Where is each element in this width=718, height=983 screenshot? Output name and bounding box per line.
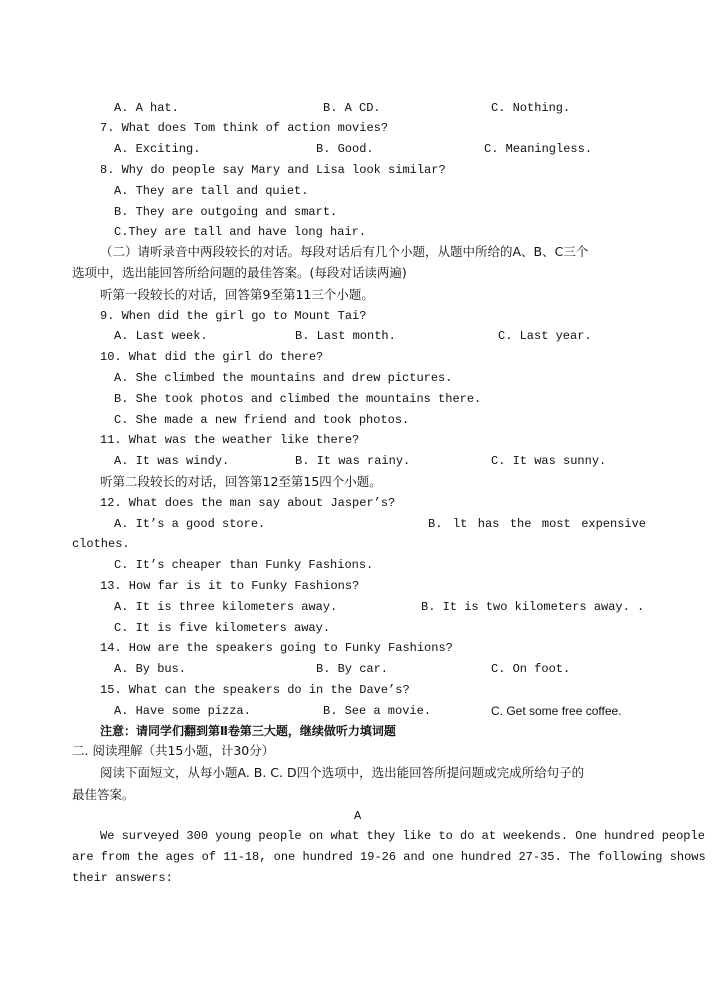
q12-option-b bbox=[428, 517, 646, 531]
q14-option-a: A. By bus. bbox=[114, 662, 187, 676]
q8-option-b: B. They are outgoing and smart. bbox=[114, 205, 338, 219]
q12-option-b-word: expensive bbox=[581, 517, 646, 531]
q8-option-c: C.They are tall and have long hair. bbox=[114, 225, 367, 239]
q11-option-a: A. It was windy. bbox=[114, 454, 230, 468]
q12-question: 12. What does the man say about Jasper’s? bbox=[100, 496, 396, 510]
part2-instruction-line1: 阅读下面短文，从每小题A. B. C. D四个选项中，选出能回答所提问题或完成所给句子的 bbox=[100, 765, 585, 780]
q14-option-c: C. On foot. bbox=[491, 662, 571, 676]
q7-option-b: B. Good. bbox=[316, 142, 374, 156]
q8-question: 8. Why do people say Mary and Lisa look similar? bbox=[100, 163, 446, 177]
q14-option-b: B. By car. bbox=[316, 662, 389, 676]
passage-line: are from the ages of 11-18, one hundred 19-26 and one hundred 27-35. The following shows bbox=[72, 850, 706, 864]
q12-option-b-word: B. bbox=[428, 517, 443, 531]
q7-option-a: A. Exciting. bbox=[114, 142, 201, 156]
q12-option-b-word: most bbox=[541, 517, 571, 531]
q9-option-b: B. Last month. bbox=[295, 329, 396, 343]
q12-option-b-word: lt bbox=[452, 517, 468, 531]
q13-option-c: C. It is five kilometers away. bbox=[114, 621, 331, 635]
q6-option-b: B. A CD. bbox=[323, 101, 381, 115]
section2-intro-line1: （二）请听录音中两段较长的对话。每段对话后有几个小题，从题中所给的A、B、C三个 bbox=[100, 244, 589, 259]
passage-label: A bbox=[354, 809, 362, 823]
passage-line: their answers: bbox=[72, 871, 173, 885]
q10-option-c: C. She made a new friend and took photos. bbox=[114, 413, 410, 427]
q9-question: 9. When did the girl go to Mount Tai? bbox=[100, 309, 367, 323]
q9-option-c: C. Last year. bbox=[498, 329, 592, 343]
q12-option-a: A. It’s a good store. bbox=[114, 517, 266, 531]
q13-question: 13. How far is it to Funky Fashions? bbox=[100, 579, 360, 593]
notice: 注意：请同学们翻到第Ⅱ卷第三大题，继续做听力填词题 bbox=[100, 724, 396, 738]
q12-option-b-word: the bbox=[509, 517, 532, 531]
dialogue2-intro: 听第二段较长的对话，回答第12至第15四个小题。 bbox=[100, 474, 382, 489]
q12-option-b-word: has bbox=[477, 517, 500, 531]
part2-instruction-line2: 最佳答案。 bbox=[72, 787, 135, 802]
q13-option-b: B. It is two kilometers away. . bbox=[421, 600, 645, 614]
q10-option-a: A. She climbed the mountains and drew pictures. bbox=[114, 371, 453, 385]
q9-option-a: A. Last week. bbox=[114, 329, 208, 343]
q11-question: 11. What was the weather like there? bbox=[100, 433, 360, 447]
q13-option-a: A. It is three kilometers away. bbox=[114, 600, 338, 614]
dialogue1-intro: 听第一段较长的对话，回答第9至第11三个小题。 bbox=[100, 287, 374, 302]
passage-line: We surveyed 300 young people on what they like to do at weekends. One hundred people bbox=[100, 829, 705, 843]
q15-option-b: B. See a movie. bbox=[323, 704, 432, 718]
part2-heading: 二. 阅读理解（共15小题，计30分） bbox=[72, 743, 275, 758]
q8-option-a: A. They are tall and quiet. bbox=[114, 184, 309, 198]
q15-option-a: A. Have some pizza. bbox=[114, 704, 251, 718]
q11-option-b: B. It was rainy. bbox=[295, 454, 411, 468]
q11-option-c: C. It was sunny. bbox=[491, 454, 607, 468]
q7-option-c: C. Meaningless. bbox=[484, 142, 593, 156]
q12-option-b-continued: clothes. bbox=[72, 537, 130, 551]
section2-intro-line2: 选项中，选出能回答所给问题的最佳答案。(每段对话读两遍) bbox=[72, 265, 407, 280]
q6-option-c: C. Nothing. bbox=[491, 101, 571, 115]
q15-question: 15. What can the speakers do in the Dave’s? bbox=[100, 683, 410, 697]
q14-question: 14. How are the speakers going to Funky Fashions? bbox=[100, 641, 453, 655]
q12-option-c: C. It’s cheaper than Funky Fashions. bbox=[114, 558, 374, 572]
q6-option-a: A. A hat. bbox=[114, 101, 179, 115]
q7-question: 7. What does Tom think of action movies? bbox=[100, 121, 389, 135]
q10-option-b: B. She took photos and climbed the mountains there. bbox=[114, 392, 482, 406]
q10-question: 10. What did the girl do there? bbox=[100, 350, 324, 364]
q15-option-c: C. Get some free coffee. bbox=[491, 704, 622, 718]
